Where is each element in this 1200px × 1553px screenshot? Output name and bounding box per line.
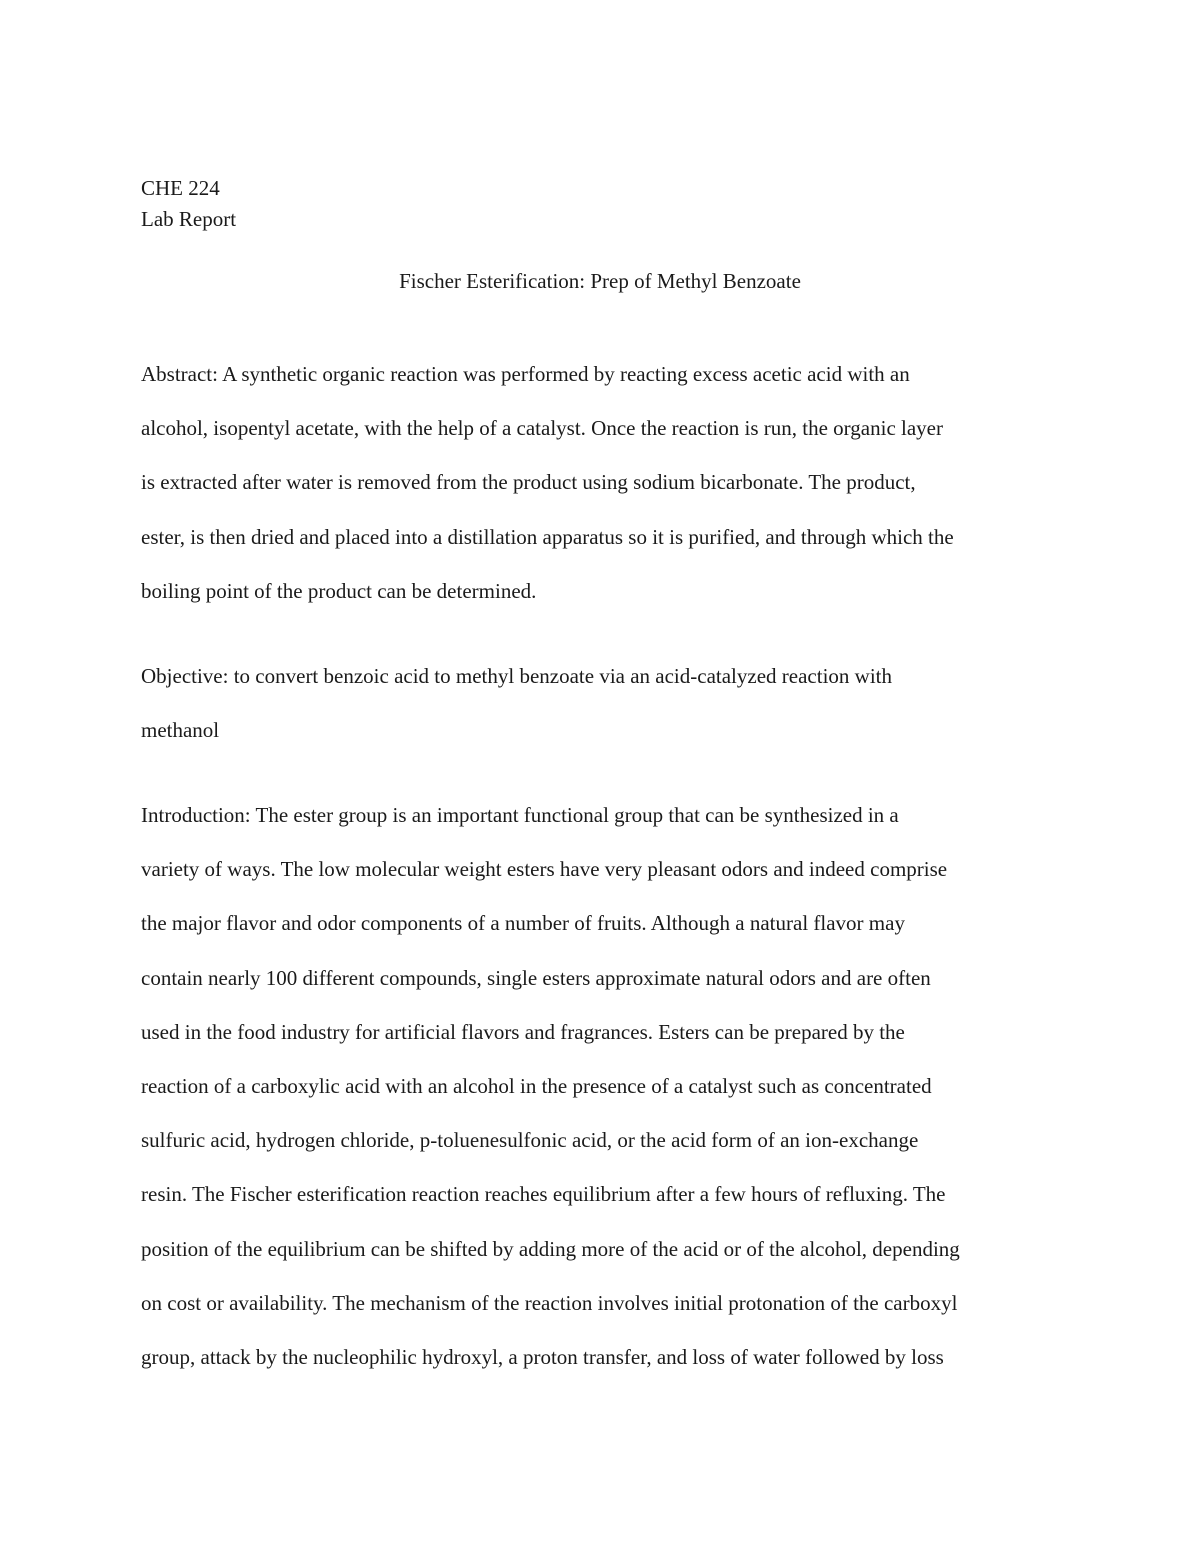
introduction-line: used in the food industry for artificial flavors and fragrances. Esters can be prepared by the [141,1019,905,1044]
introduction-line: contain nearly 100 different compounds, single esters approximate natural odors and are often [141,965,931,990]
introduction-line: reaction of a carboxylic acid with an alcohol in the presence of a catalyst such as concentrated [141,1073,932,1098]
objective-line: Objective: to convert benzoic acid to methyl benzoate via an acid-catalyzed reaction with [141,664,892,688]
course-code: CHE 224 [141,176,220,200]
introduction-line: on cost or availability. The mechanism of the reaction involves initial protonation of the carboxyl [141,1290,958,1315]
abstract-line: ester, is then dried and placed into a distillation apparatus so it is purified, and through which the [141,524,954,549]
introduction-line: Introduction: The ester group is an important functional group that can be synthesized in a [141,803,899,827]
introduction-line: group, attack by the nucleophilic hydroxyl, a proton transfer, and loss of water followed by loss [141,1344,944,1369]
introduction-line: variety of ways. The low molecular weight esters have very pleasant odors and indeed comprise [141,857,948,882]
abstract-line: Abstract: A synthetic organic reaction was performed by reacting excess acetic acid with an [141,362,910,386]
introduction-line: position of the equilibrium can be shifted by adding more of the acid or of the alcohol, depending [141,1236,960,1261]
objective-paragraph [141,649,1061,757]
objective-line: methanol [141,718,220,743]
introduction-line: sulfuric acid, hydrogen chloride, p-toluenesulfonic acid, or the acid form of an ion-exchange [141,1128,919,1153]
abstract-line: alcohol, isopentyl acetate, with the help of a catalyst. Once the reaction is run, the organic layer [141,416,943,441]
introduction-line: resin. The Fischer esterification reaction reaches equilibrium after a few hours of refluxing. The [141,1182,946,1207]
document-type: Lab Report [141,207,237,231]
abstract-line: is extracted after water is removed from the product using sodium bicarbonate. The product, [141,470,916,495]
page-title: Fischer Esterification: Prep of Methyl Benzoate [399,269,801,293]
introduction-line: the major flavor and odor components of a number of fruits. Although a natural flavor may [141,911,905,936]
abstract-line: boiling point of the product can be determined. [141,578,537,603]
introduction-paragraph [141,788,1061,1384]
abstract-paragraph [141,347,1061,618]
